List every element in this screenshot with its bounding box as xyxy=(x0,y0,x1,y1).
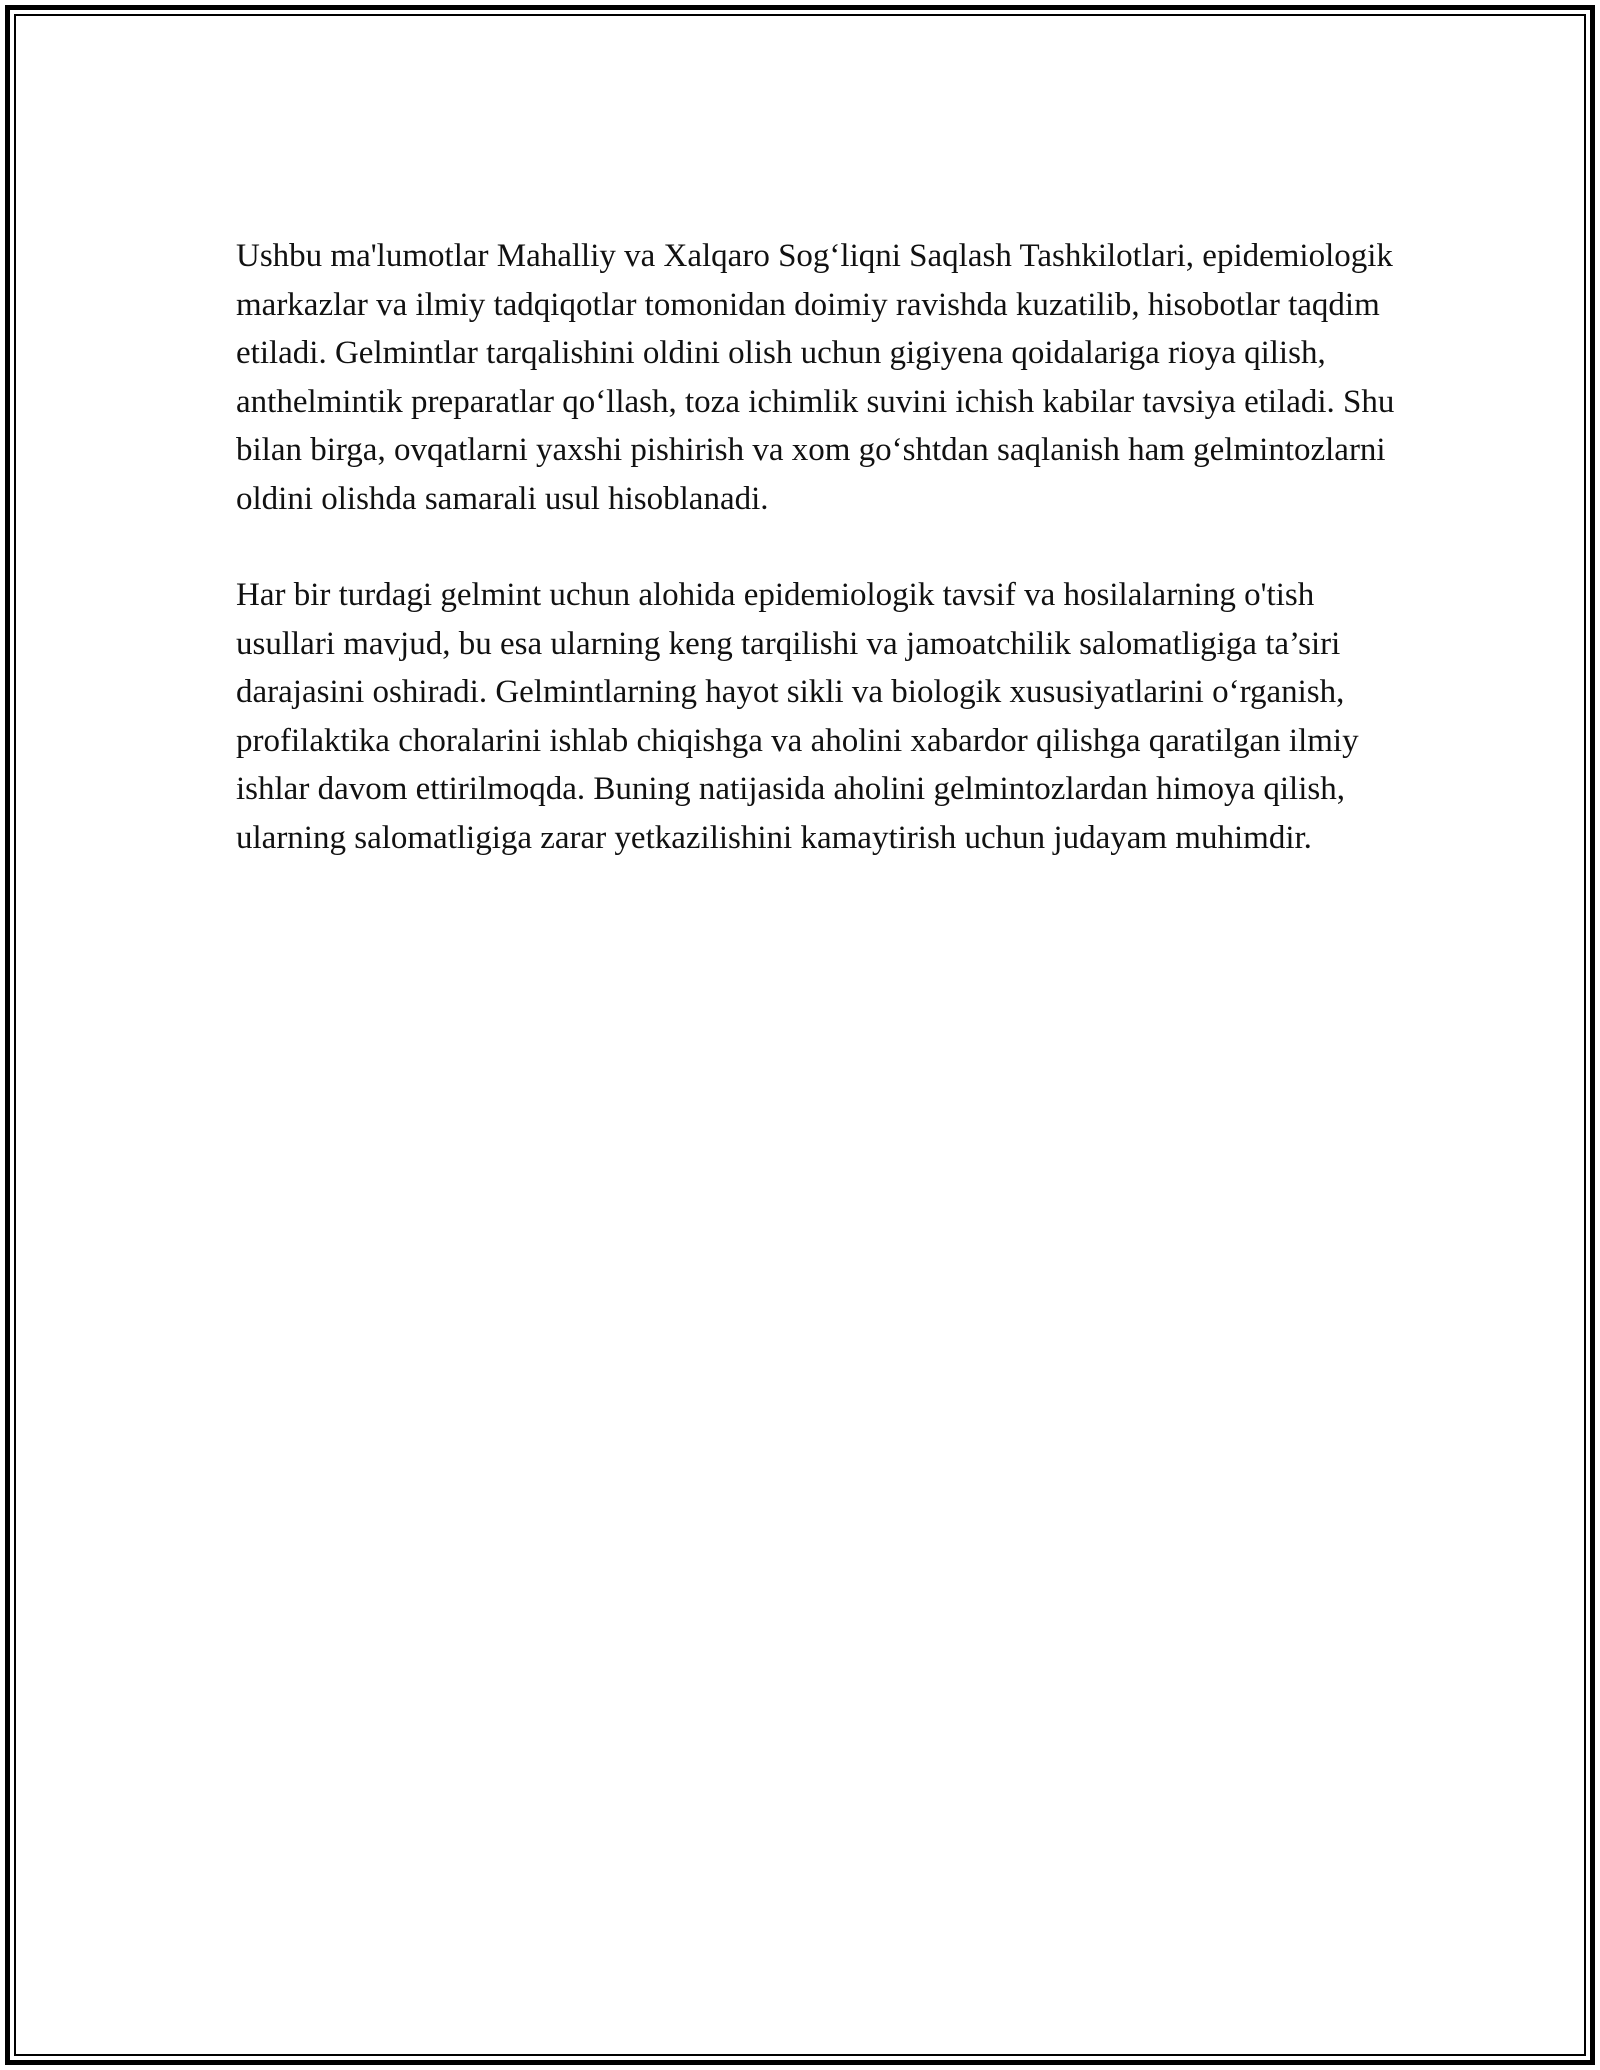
paragraph-2: Har bir turdagi gelmint uchun alohida epidemiologik tavsif va hosilalarning o'tish usullari mavjud, bu esa ularning keng tarqilishi va jamoatchilik salomatligiga ta’siri darajasini oshiradi. Gelmintlarning hayot sikli va biologik xususiyatlarini o‘rganish, profilaktika choralarini ishlab chiqishga va aholini xabardor qilishga qaratilgan ilmiy ishlar davom ettirilmoqda. Buning natijasida aholini gelmintozlardan himoya qilish, ularning salomatligiga zarar yetkazilishini kamaytirish uchun judayam muhimdir. xyxy=(236,577,1359,856)
document-body xyxy=(236,232,1396,862)
paragraph-1: Ushbu ma'lumotlar Mahalliy va Xalqaro Sog‘liqni Saqlash Tashkilotlari, epidemiologik markazlar va ilmiy tadqiqotlar tomonidan doimiy ravishda kuzatilib, hisobotlar taqdim etiladi. Gelmintlar tarqalishini oldini olish uchun gigiyena qoidalariga rioya qilish, anthelmintik preparatlar qo‘llash, toza ichimlik suvini ichish kabilar tavsiya etiladi. Shu bilan birga, ovqatlarni yaxshi pishirish va xom go‘shtdan saqlanish ham gelmintozlarni oldini olishda samarali usul hisoblanadi. xyxy=(236,238,1395,517)
